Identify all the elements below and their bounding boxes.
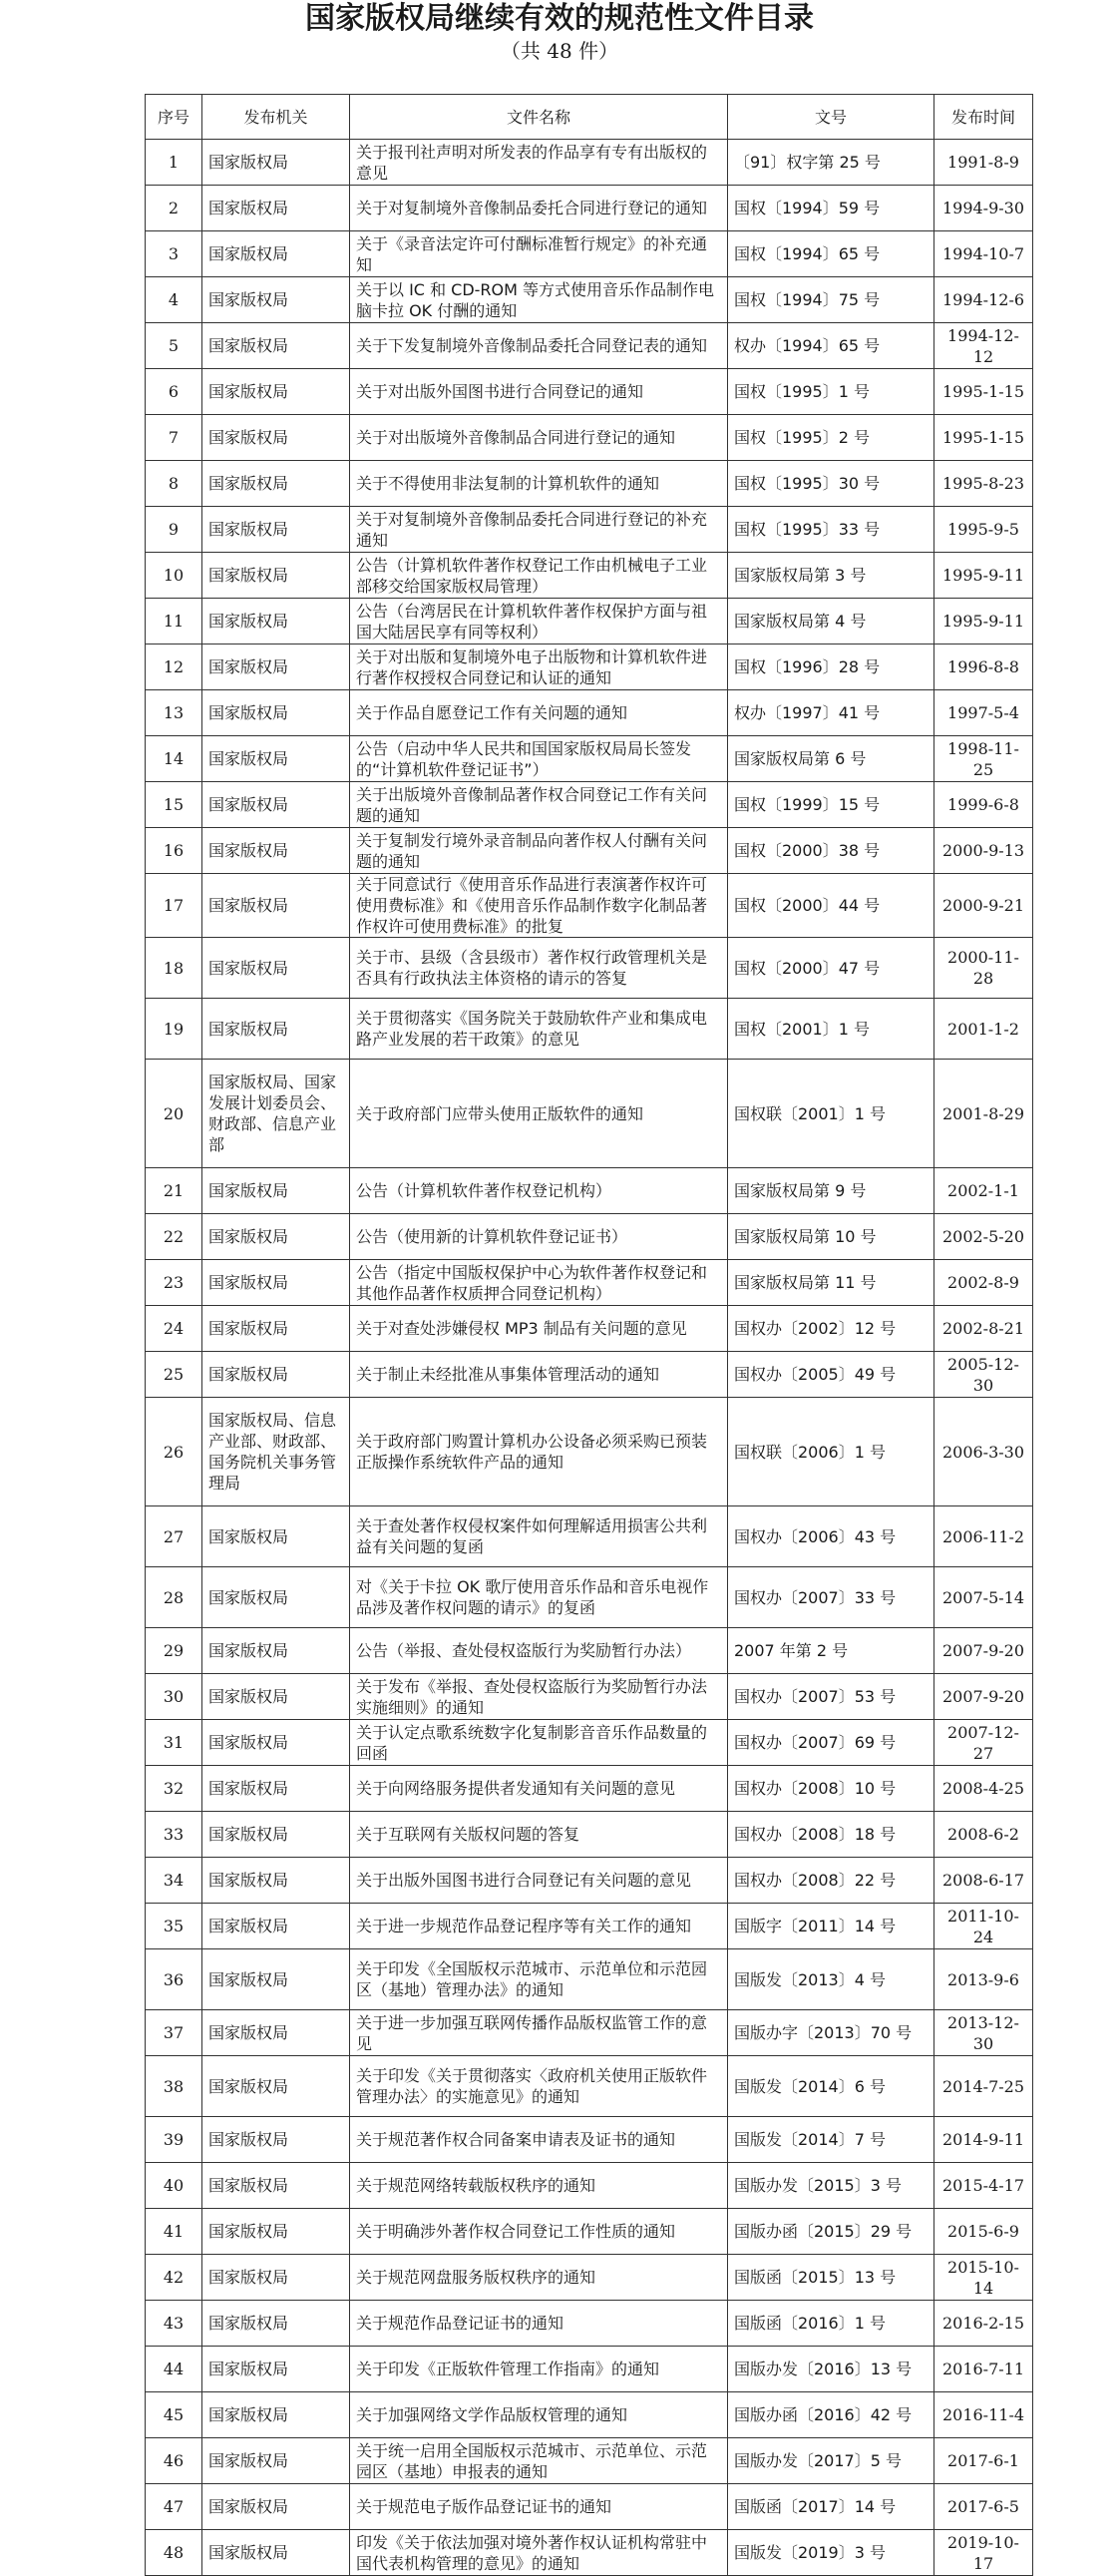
publish-date-cell: 1995-8-23	[934, 461, 1033, 507]
document-number-cell: 国版发〔2019〕3 号	[728, 2530, 934, 2576]
number-cell: 26	[146, 1398, 202, 1506]
document-name-cell: 关于规范网络转载版权秩序的通知	[350, 2163, 728, 2209]
document-name-cell: 关于统一启用全国版权示范城市、示范单位、示范园区（基地）申报表的通知	[350, 2438, 728, 2484]
issuer-cell: 国家版权局	[202, 2163, 350, 2209]
issuer-cell: 国家版权局	[202, 2209, 350, 2255]
table-row	[146, 231, 1033, 277]
document-number-cell: 国权〔2001〕1 号	[728, 999, 934, 1060]
table-row	[146, 1766, 1033, 1812]
issuer-cell: 国家版权局	[202, 553, 350, 599]
publish-date-cell: 2001-1-2	[934, 999, 1033, 1060]
issuer-cell: 国家版权局	[202, 1949, 350, 2010]
issuer-cell: 国家版权局、国家发展计划委员会、财政部、信息产业部	[202, 1060, 350, 1168]
document-number-cell: 国版办函〔2015〕29 号	[728, 2209, 934, 2255]
document-number-cell: 国权〔1995〕33 号	[728, 507, 934, 553]
number-cell: 40	[146, 2163, 202, 2209]
number-cell: 15	[146, 782, 202, 828]
document-name-cell: 关于查处著作权侵权案件如何理解适用损害公共利益有关问题的复函	[350, 1506, 728, 1567]
issuer-cell: 国家版权局	[202, 644, 350, 690]
publish-date-cell: 2014-7-25	[934, 2056, 1033, 2117]
publish-date-cell: 1994-12-12	[934, 323, 1033, 369]
table-row	[146, 828, 1033, 874]
issuer-cell: 国家版权局	[202, 1306, 350, 1352]
document-number-cell: 国版发〔2013〕4 号	[728, 1949, 934, 2010]
number-cell: 46	[146, 2438, 202, 2484]
document-name-cell: 关于进一步规范作品登记程序等有关工作的通知	[350, 1904, 728, 1949]
issuer-cell: 国家版权局	[202, 231, 350, 277]
table-row	[146, 2209, 1033, 2255]
publish-date-cell: 1991-8-9	[934, 140, 1033, 186]
document-number-cell: 国家版权局第 10 号	[728, 1214, 934, 1260]
table-row	[146, 1306, 1033, 1352]
table-row	[146, 2347, 1033, 2392]
issuer-cell: 国家版权局	[202, 874, 350, 938]
issuer-cell: 国家版权局	[202, 2301, 350, 2347]
table-row	[146, 1352, 1033, 1398]
document-number-cell: 国权〔1995〕2 号	[728, 415, 934, 461]
document-number-cell: 国权〔1999〕15 号	[728, 782, 934, 828]
table-row	[146, 1567, 1033, 1628]
document-name-cell: 关于规范作品登记证书的通知	[350, 2301, 728, 2347]
publish-date-cell: 2002-8-21	[934, 1306, 1033, 1352]
table-row	[146, 461, 1033, 507]
number-cell: 20	[146, 1060, 202, 1168]
number-cell: 14	[146, 736, 202, 782]
document-number-cell: 国版发〔2014〕7 号	[728, 2117, 934, 2163]
number-cell: 36	[146, 1949, 202, 2010]
document-name-cell: 公告（举报、查处侵权盗版行为奖励暂行办法）	[350, 1628, 728, 1674]
number-cell: 48	[146, 2530, 202, 2576]
document-number-cell: 国权〔2000〕44 号	[728, 874, 934, 938]
document-name-cell: 关于对复制境外音像制品委托合同进行登记的通知	[350, 186, 728, 231]
issuer-cell: 国家版权局	[202, 323, 350, 369]
document-number-cell: 国权〔2000〕38 号	[728, 828, 934, 874]
document-number-cell: 国权联〔2006〕1 号	[728, 1398, 934, 1506]
table-row	[146, 2010, 1033, 2056]
document-name-cell: 关于进一步加强互联网传播作品版权监管工作的意见	[350, 2010, 728, 2056]
issuer-cell: 国家版权局	[202, 1904, 350, 1949]
publish-date-cell: 2016-11-4	[934, 2392, 1033, 2438]
publish-date-cell: 2008-6-17	[934, 1858, 1033, 1904]
publish-date-cell: 1995-1-15	[934, 415, 1033, 461]
header-document-number: 文号	[728, 95, 934, 140]
publish-date-cell: 2017-6-5	[934, 2484, 1033, 2530]
document-name-cell: 关于下发复制境外音像制品委托合同登记表的通知	[350, 323, 728, 369]
document-table	[145, 94, 1033, 2576]
publish-date-cell: 2007-9-20	[934, 1628, 1033, 1674]
publish-date-cell: 2017-6-1	[934, 2438, 1033, 2484]
document-number-cell: 国权〔1995〕1 号	[728, 369, 934, 415]
table-row	[146, 1858, 1033, 1904]
number-cell: 45	[146, 2392, 202, 2438]
number-cell: 44	[146, 2347, 202, 2392]
table-row	[146, 1628, 1033, 1674]
page-subtitle: （共 48 件）	[500, 39, 619, 63]
document-name-cell: 关于不得使用非法复制的计算机软件的通知	[350, 461, 728, 507]
number-cell: 9	[146, 507, 202, 553]
table-row	[146, 999, 1033, 1060]
issuer-cell: 国家版权局	[202, 599, 350, 644]
publish-date-cell: 2013-9-6	[934, 1949, 1033, 2010]
header-document-name: 文件名称	[350, 95, 728, 140]
issuer-cell: 国家版权局	[202, 2530, 350, 2576]
document-number-cell: 国权办〔2007〕53 号	[728, 1674, 934, 1720]
issuer-cell: 国家版权局	[202, 2056, 350, 2117]
document-name-cell: 关于印发《关于贯彻落实〈政府机关使用正版软件管理办法〉的实施意见》的通知	[350, 2056, 728, 2117]
number-cell: 38	[146, 2056, 202, 2117]
document-number-cell: 国权办〔2008〕22 号	[728, 1858, 934, 1904]
number-cell: 43	[146, 2301, 202, 2347]
number-cell: 41	[146, 2209, 202, 2255]
publish-date-cell: 2008-4-25	[934, 1766, 1033, 1812]
table-row	[146, 782, 1033, 828]
number-cell: 30	[146, 1674, 202, 1720]
table-row	[146, 1949, 1033, 2010]
number-cell: 37	[146, 2010, 202, 2056]
number-cell: 21	[146, 1168, 202, 1214]
page-title: 国家版权局继续有效的规范性文件目录	[305, 1, 814, 36]
document-number-cell: 2007 年第 2 号	[728, 1628, 934, 1674]
issuer-cell: 国家版权局	[202, 415, 350, 461]
publish-date-cell: 1999-6-8	[934, 782, 1033, 828]
table-row	[146, 507, 1033, 553]
number-cell: 29	[146, 1628, 202, 1674]
document-number-cell: 国权办〔2007〕33 号	[728, 1567, 934, 1628]
issuer-cell: 国家版权局	[202, 828, 350, 874]
document-name-cell: 关于印发《全国版权示范城市、示范单位和示范园区（基地）管理办法》的通知	[350, 1949, 728, 2010]
issuer-cell: 国家版权局	[202, 1168, 350, 1214]
issuer-cell: 国家版权局	[202, 2438, 350, 2484]
number-cell: 5	[146, 323, 202, 369]
document-name-cell: 关于对出版外国图书进行合同登记的通知	[350, 369, 728, 415]
issuer-cell: 国家版权局	[202, 999, 350, 1060]
document-number-cell: 国版办发〔2016〕13 号	[728, 2347, 934, 2392]
issuer-cell: 国家版权局	[202, 782, 350, 828]
number-cell: 39	[146, 2117, 202, 2163]
number-cell: 32	[146, 1766, 202, 1812]
table-row	[146, 2255, 1033, 2301]
header-number: 序号	[146, 95, 202, 140]
document-name-cell: 关于政府部门购置计算机办公设备必须采购已预装正版操作系统软件产品的通知	[350, 1398, 728, 1506]
table-row	[146, 1168, 1033, 1214]
document-number-cell: 国版函〔2016〕1 号	[728, 2301, 934, 2347]
publish-date-cell: 2008-6-2	[934, 1812, 1033, 1858]
document-name-cell: 对《关于卡拉 OK 歌厅使用音乐作品和音乐电视作品涉及著作权问题的请示》的复函	[350, 1567, 728, 1628]
table-row	[146, 874, 1033, 938]
document-name-cell: 关于对查处涉嫌侵权 MP3 制品有关问题的意见	[350, 1306, 728, 1352]
number-cell: 12	[146, 644, 202, 690]
document-name-cell: 关于规范网盘服务版权秩序的通知	[350, 2255, 728, 2301]
issuer-cell: 国家版权局	[202, 2347, 350, 2392]
issuer-cell: 国家版权局	[202, 507, 350, 553]
publish-date-cell: 2002-1-1	[934, 1168, 1033, 1214]
document-number-cell: 国权〔1996〕28 号	[728, 644, 934, 690]
issuer-cell: 国家版权局	[202, 736, 350, 782]
issuer-cell: 国家版权局	[202, 1352, 350, 1398]
document-name-cell: 关于认定点歌系统数字化复制影音音乐作品数量的回函	[350, 1720, 728, 1766]
document-name-cell: 关于规范著作权合同备案申请表及证书的通知	[350, 2117, 728, 2163]
number-cell: 8	[146, 461, 202, 507]
document-number-cell: 国版函〔2017〕14 号	[728, 2484, 934, 2530]
number-cell: 33	[146, 1812, 202, 1858]
document-number-cell: 国家版权局第 11 号	[728, 1260, 934, 1306]
number-cell: 25	[146, 1352, 202, 1398]
number-cell: 31	[146, 1720, 202, 1766]
table-row	[146, 2392, 1033, 2438]
publish-date-cell: 2001-8-29	[934, 1060, 1033, 1168]
table-row	[146, 1720, 1033, 1766]
table-row	[146, 2438, 1033, 2484]
table-row	[146, 2056, 1033, 2117]
publish-date-cell: 1994-9-30	[934, 186, 1033, 231]
number-cell: 47	[146, 2484, 202, 2530]
issuer-cell: 国家版权局	[202, 2010, 350, 2056]
publish-date-cell: 2002-5-20	[934, 1214, 1033, 1260]
document-number-cell: 国家版权局第 4 号	[728, 599, 934, 644]
document-number-cell: 国权〔1994〕75 号	[728, 277, 934, 323]
number-cell: 11	[146, 599, 202, 644]
document-number-cell: 国权办〔2002〕12 号	[728, 1306, 934, 1352]
document-number-cell: 国家版权局第 9 号	[728, 1168, 934, 1214]
number-cell: 2	[146, 186, 202, 231]
number-cell: 1	[146, 140, 202, 186]
document-name-cell: 公告（使用新的计算机软件登记证书）	[350, 1214, 728, 1260]
publish-date-cell: 1995-1-15	[934, 369, 1033, 415]
document-name-cell: 关于政府部门应带头使用正版软件的通知	[350, 1060, 728, 1168]
document-number-cell: 国版函〔2015〕13 号	[728, 2255, 934, 2301]
issuer-cell: 国家版权局	[202, 140, 350, 186]
number-cell: 42	[146, 2255, 202, 2301]
publish-date-cell: 2006-11-2	[934, 1506, 1033, 1567]
number-cell: 6	[146, 369, 202, 415]
table-row	[146, 1260, 1033, 1306]
number-cell: 13	[146, 690, 202, 736]
issuer-cell: 国家版权局	[202, 277, 350, 323]
table-body	[146, 140, 1033, 2576]
number-cell: 24	[146, 1306, 202, 1352]
table-row	[146, 323, 1033, 369]
table-row	[146, 1812, 1033, 1858]
document-number-cell: 国权办〔2008〕18 号	[728, 1812, 934, 1858]
number-cell: 7	[146, 415, 202, 461]
table-row	[146, 690, 1033, 736]
document-number-cell: 国版办函〔2016〕42 号	[728, 2392, 934, 2438]
document-name-cell: 关于出版外国图书进行合同登记有关问题的意见	[350, 1858, 728, 1904]
issuer-cell: 国家版权局	[202, 938, 350, 999]
issuer-cell: 国家版权局	[202, 1260, 350, 1306]
document-number-cell: 国权〔1994〕65 号	[728, 231, 934, 277]
publish-date-cell: 1997-5-4	[934, 690, 1033, 736]
table-row	[146, 2301, 1033, 2347]
document-number-cell: 国家版权局第 6 号	[728, 736, 934, 782]
document-name-cell: 关于印发《正版软件管理工作指南》的通知	[350, 2347, 728, 2392]
issuer-cell: 国家版权局	[202, 1628, 350, 1674]
issuer-cell: 国家版权局	[202, 1812, 350, 1858]
number-cell: 3	[146, 231, 202, 277]
header-publish-date: 发布时间	[934, 95, 1033, 140]
publish-date-cell: 2000-9-13	[934, 828, 1033, 874]
number-cell: 35	[146, 1904, 202, 1949]
publish-date-cell: 1994-10-7	[934, 231, 1033, 277]
document-name-cell: 关于以 IC 和 CD-ROM 等方式使用音乐作品制作电脑卡拉 OK 付酬的通知	[350, 277, 728, 323]
publish-date-cell: 1998-11-25	[934, 736, 1033, 782]
number-cell: 4	[146, 277, 202, 323]
document-number-cell: 国版办字〔2013〕70 号	[728, 2010, 934, 2056]
issuer-cell: 国家版权局	[202, 1766, 350, 1812]
publish-date-cell: 1994-12-6	[934, 277, 1033, 323]
issuer-cell: 国家版权局、信息产业部、财政部、国务院机关事务管理局	[202, 1398, 350, 1506]
table-row	[146, 736, 1033, 782]
number-cell: 28	[146, 1567, 202, 1628]
table-header-row	[146, 95, 1033, 140]
publish-date-cell: 2015-6-9	[934, 2209, 1033, 2255]
document-name-cell: 关于市、县级（含县级市）著作权行政管理机关是否具有行政执法主体资格的请示的答复	[350, 938, 728, 999]
table-row	[146, 1506, 1033, 1567]
document-number-cell: 国权办〔2005〕49 号	[728, 1352, 934, 1398]
publish-date-cell: 1995-9-5	[934, 507, 1033, 553]
document-name-cell: 关于对出版境外音像制品合同进行登记的通知	[350, 415, 728, 461]
publish-date-cell: 2011-10-24	[934, 1904, 1033, 1949]
document-number-cell: 国权办〔2008〕10 号	[728, 1766, 934, 1812]
table-row	[146, 938, 1033, 999]
document-number-cell: 国权办〔2006〕43 号	[728, 1506, 934, 1567]
document-name-cell: 印发《关于依法加强对境外著作权认证机构常驻中国代表机构管理的意见》的通知	[350, 2530, 728, 2576]
publish-date-cell: 2005-12-30	[934, 1352, 1033, 1398]
issuer-cell: 国家版权局	[202, 1674, 350, 1720]
table-row	[146, 644, 1033, 690]
document-number-cell: 国版字〔2011〕14 号	[728, 1904, 934, 1949]
document-name-cell: 公告（计算机软件著作权登记机构）	[350, 1168, 728, 1214]
issuer-cell: 国家版权局	[202, 369, 350, 415]
issuer-cell: 国家版权局	[202, 2117, 350, 2163]
document-number-cell: 国权〔1994〕59 号	[728, 186, 934, 231]
table-row	[146, 415, 1033, 461]
document-number-cell: 国权联〔2001〕1 号	[728, 1060, 934, 1168]
issuer-cell: 国家版权局	[202, 2484, 350, 2530]
table-row	[146, 2163, 1033, 2209]
document-name-cell: 关于《录音法定许可付酬标准暂行规定》的补充通知	[350, 231, 728, 277]
table-row	[146, 599, 1033, 644]
number-cell: 16	[146, 828, 202, 874]
document-name-cell: 关于报刊社声明对所发表的作品享有专有出版权的意见	[350, 140, 728, 186]
document-number-cell: 国版办发〔2017〕5 号	[728, 2438, 934, 2484]
publish-date-cell: 2007-9-20	[934, 1674, 1033, 1720]
publish-date-cell: 2007-5-14	[934, 1567, 1033, 1628]
publish-date-cell: 2015-4-17	[934, 2163, 1033, 2209]
publish-date-cell: 2016-7-11	[934, 2347, 1033, 2392]
document-number-cell: 权办〔1994〕65 号	[728, 323, 934, 369]
document-name-cell: 公告（计算机软件著作权登记工作由机械电子工业部移交给国家版权局管理）	[350, 553, 728, 599]
document-name-cell: 关于明确涉外著作权合同登记工作性质的通知	[350, 2209, 728, 2255]
document-name-cell: 公告（指定中国版权保护中心为软件著作权登记和其他作品著作权质押合同登记机构）	[350, 1260, 728, 1306]
document-name-cell: 公告（启动中华人民共和国国家版权局局长签发的“计算机软件登记证书”）	[350, 736, 728, 782]
issuer-cell: 国家版权局	[202, 186, 350, 231]
issuer-cell: 国家版权局	[202, 461, 350, 507]
table-row	[146, 2484, 1033, 2530]
document-name-cell: 关于同意试行《使用音乐作品进行表演著作权许可使用费标准》和《使用音乐作品制作数字化制品著作权许可使用费标准》的批复	[350, 874, 728, 938]
document-number-cell: 国权〔2000〕47 号	[728, 938, 934, 999]
table-row	[146, 277, 1033, 323]
document-name-cell: 关于互联网有关版权问题的答复	[350, 1812, 728, 1858]
document-number-cell: 国版办发〔2015〕3 号	[728, 2163, 934, 2209]
table-row	[146, 186, 1033, 231]
document-number-cell: 国权〔1995〕30 号	[728, 461, 934, 507]
document-name-cell: 关于加强网络文学作品版权管理的通知	[350, 2392, 728, 2438]
publish-date-cell: 2014-9-11	[934, 2117, 1033, 2163]
table-row	[146, 553, 1033, 599]
document-name-cell: 关于制止未经批准从事集体管理活动的通知	[350, 1352, 728, 1398]
document-name-cell: 关于出版境外音像制品著作权合同登记工作有关问题的通知	[350, 782, 728, 828]
publish-date-cell: 2016-2-15	[934, 2301, 1033, 2347]
document-number-cell: 国权办〔2007〕69 号	[728, 1720, 934, 1766]
table-row	[146, 140, 1033, 186]
table-row	[146, 2117, 1033, 2163]
number-cell: 23	[146, 1260, 202, 1306]
document-name-cell: 关于规范电子版作品登记证书的通知	[350, 2484, 728, 2530]
document-name-cell: 关于复制发行境外录音制品向著作权人付酬有关问题的通知	[350, 828, 728, 874]
document-name-cell: 关于发布《举报、查处侵权盗版行为奖励暂行办法实施细则》的通知	[350, 1674, 728, 1720]
document-name-cell: 公告（台湾居民在计算机软件著作权保护方面与祖国大陆居民享有同等权利）	[350, 599, 728, 644]
publish-date-cell: 2007-12-27	[934, 1720, 1033, 1766]
number-cell: 19	[146, 999, 202, 1060]
number-cell: 22	[146, 1214, 202, 1260]
table-row	[146, 1060, 1033, 1168]
number-cell: 17	[146, 874, 202, 938]
publish-date-cell: 2000-9-21	[934, 874, 1033, 938]
number-cell: 27	[146, 1506, 202, 1567]
header-issuer: 发布机关	[202, 95, 350, 140]
table-row	[146, 369, 1033, 415]
publish-date-cell: 2019-10-17	[934, 2530, 1033, 2576]
table-row	[146, 2530, 1033, 2576]
issuer-cell: 国家版权局	[202, 1858, 350, 1904]
issuer-cell: 国家版权局	[202, 1506, 350, 1567]
publish-date-cell: 2015-10-14	[934, 2255, 1033, 2301]
issuer-cell: 国家版权局	[202, 2392, 350, 2438]
issuer-cell: 国家版权局	[202, 2255, 350, 2301]
table-row	[146, 1214, 1033, 1260]
document-name-cell: 关于贯彻落实《国务院关于鼓励软件产业和集成电路产业发展的若干政策》的意见	[350, 999, 728, 1060]
publish-date-cell: 2013-12-30	[934, 2010, 1033, 2056]
publish-date-cell: 1995-9-11	[934, 553, 1033, 599]
publish-date-cell: 1995-9-11	[934, 599, 1033, 644]
issuer-cell: 国家版权局	[202, 1567, 350, 1628]
publish-date-cell: 2002-8-9	[934, 1260, 1033, 1306]
document-name-cell: 关于对复制境外音像制品委托合同进行登记的补充通知	[350, 507, 728, 553]
publish-date-cell: 2006-3-30	[934, 1398, 1033, 1506]
issuer-cell: 国家版权局	[202, 690, 350, 736]
document-number-cell: 权办〔1997〕41 号	[728, 690, 934, 736]
document-number-cell: 国家版权局第 3 号	[728, 553, 934, 599]
number-cell: 18	[146, 938, 202, 999]
publish-date-cell: 1996-8-8	[934, 644, 1033, 690]
table-row	[146, 1674, 1033, 1720]
document-name-cell: 关于向网络服务提供者发通知有关问题的意见	[350, 1766, 728, 1812]
issuer-cell: 国家版权局	[202, 1720, 350, 1766]
table-row	[146, 1398, 1033, 1506]
number-cell: 34	[146, 1858, 202, 1904]
document-name-cell: 关于作品自愿登记工作有关问题的通知	[350, 690, 728, 736]
document-name-cell: 关于对出版和复制境外电子出版物和计算机软件进行著作权授权合同登记和认证的通知	[350, 644, 728, 690]
publish-date-cell: 2000-11-28	[934, 938, 1033, 999]
document-number-cell: 〔91〕权字第 25 号	[728, 140, 934, 186]
table-row	[146, 1904, 1033, 1949]
issuer-cell: 国家版权局	[202, 1214, 350, 1260]
number-cell: 10	[146, 553, 202, 599]
document-number-cell: 国版发〔2014〕6 号	[728, 2056, 934, 2117]
